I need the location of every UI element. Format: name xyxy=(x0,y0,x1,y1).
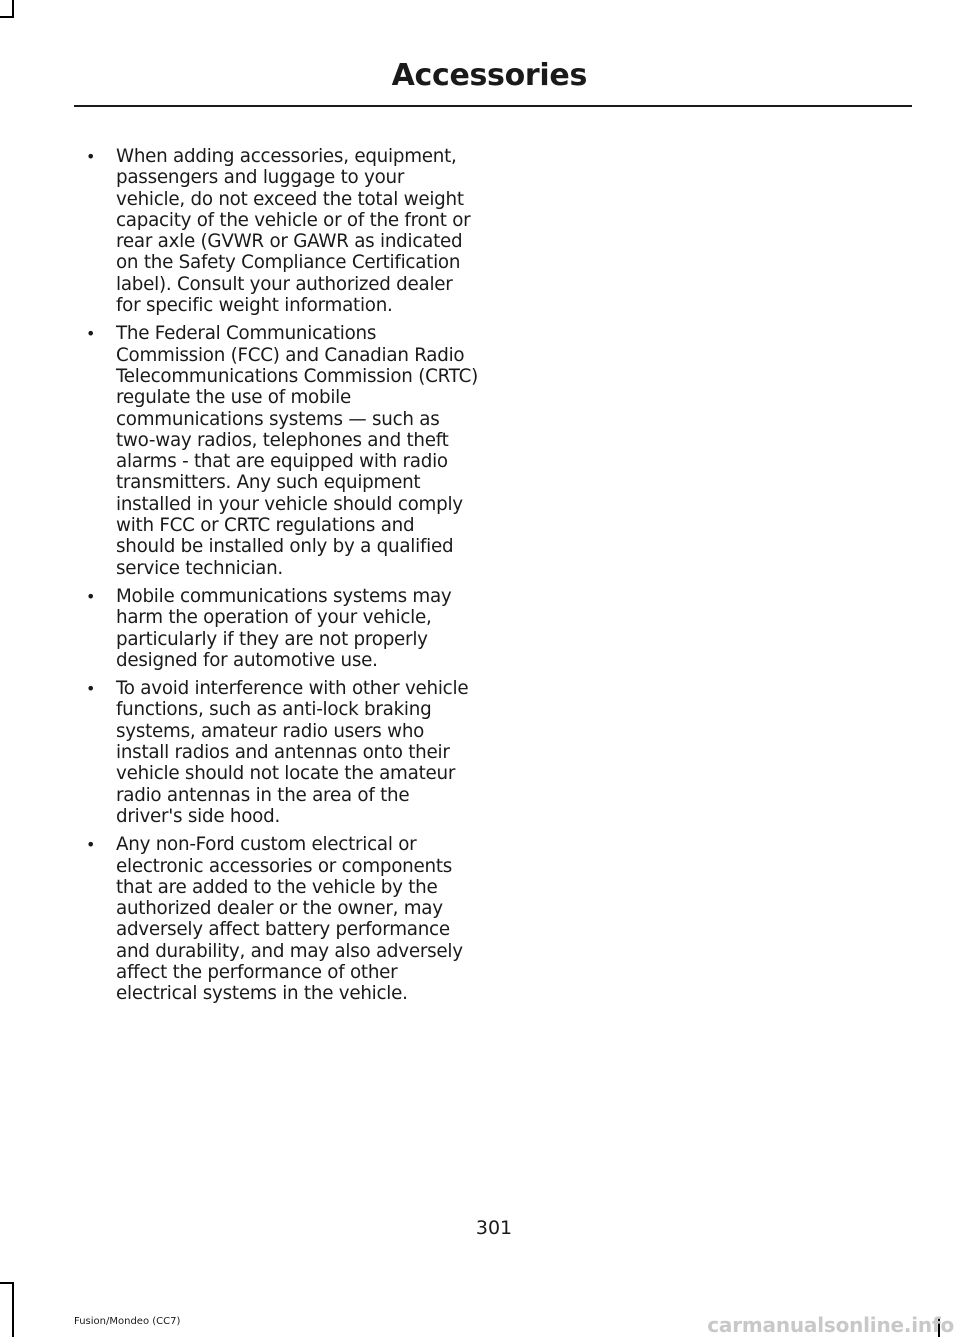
list-item-text: Mobile communications systems may harm the operation of your vehicle, particularly if they are not properly designed for automotive use. xyxy=(116,585,452,671)
bullet-marker: • xyxy=(86,679,96,699)
crop-mark-bottom-left-vertical xyxy=(12,1282,14,1337)
list-item-text: When adding accessories, equipment, passengers and luggage to your vehicle, do not exceed the total weight capacity of the vehicle or of the front or rear axle (GVWR or GAWR as indicated on the Safety Compliance Certification label). Consult your authorized dealer for specific weight information. xyxy=(116,146,471,317)
bullet-marker: • xyxy=(86,586,96,606)
page-title: Accessories xyxy=(391,58,587,93)
footer-model-label: Fusion/Mondeo (CC7) xyxy=(74,1316,181,1327)
list-item xyxy=(86,678,478,827)
list-item-text: To avoid interference with other vehicle functions, such as anti-lock braking systems, amateur radio users who install radios and antennas onto their vehicle should not locate the amateur radio antennas in the area of the driver's side hood. xyxy=(116,678,469,827)
crop-mark-bottom-left-horizontal xyxy=(0,1282,14,1284)
list-item xyxy=(86,146,478,316)
bullet-marker: • xyxy=(86,324,96,344)
list-item xyxy=(86,834,478,1004)
bullet-list xyxy=(86,146,478,1012)
list-item-text: The Federal Communications Commission (FCC) and Canadian Radio Telecommunications Commission (CRTC) regulate the use of mobile communications systems — such as two-way radios, telephones and theft alarms - that are equipped with radio transmitters. Any such equipment installed in your vehicle should comply with FCC or CRTC regulations and should be installed only by a qualified service technician. xyxy=(116,323,478,579)
bullet-marker: • xyxy=(86,835,96,855)
page-number: 301 xyxy=(475,1217,513,1239)
list-item xyxy=(86,323,478,579)
bullet-marker: • xyxy=(86,147,96,166)
watermark: carmanualsonline.info xyxy=(707,1313,954,1337)
header-rule xyxy=(74,105,912,107)
list-item xyxy=(86,586,478,671)
list-item-text: Any non-Ford custom electrical or electronic accessories or components that are added to the vehicle by the authorized dealer or the owner, may adversely affect battery performance and durability, and may also adversely affect the performance of other electrical systems in the vehicle. xyxy=(116,834,463,1005)
crop-mark-top-left-horizontal xyxy=(0,16,14,18)
